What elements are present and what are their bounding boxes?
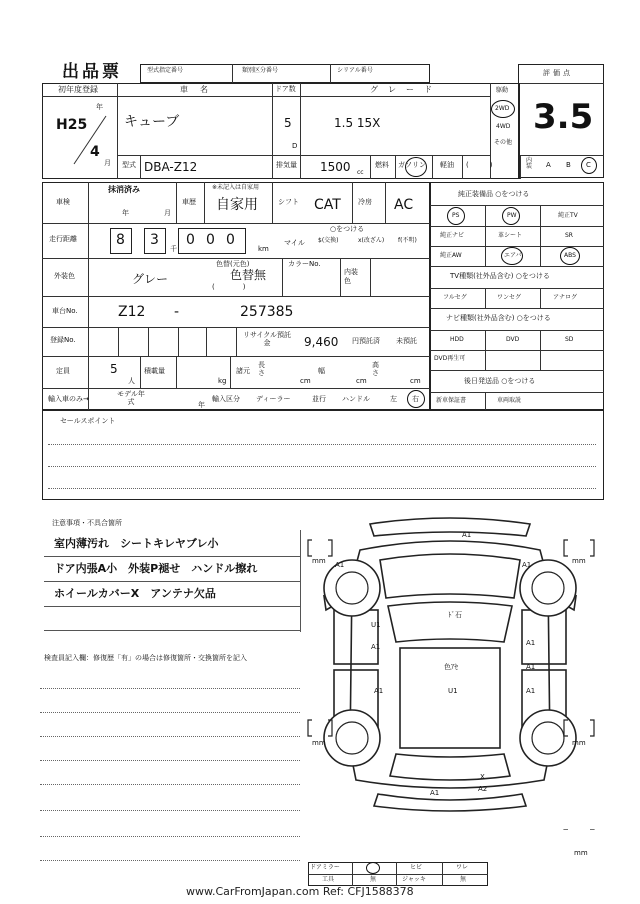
month-unit: 月 [104, 159, 111, 167]
damage-color-fade: 色ｱｾ [444, 663, 458, 671]
tools-label: 工具 [322, 876, 335, 883]
equip-ps-circle [447, 207, 465, 225]
height-label: 高さ [372, 361, 379, 377]
note-line-1: 室内薄汚れ シートキレヤブレ小 [54, 537, 219, 550]
km-unit: km [258, 245, 269, 253]
jack-label: ジャッキ [402, 876, 426, 883]
sales-point-box [42, 410, 604, 500]
damage-u1-left: U1 [371, 621, 381, 629]
header-number-boxes [140, 64, 430, 83]
mileage-digit: 3 [150, 232, 159, 248]
inspector-line [40, 688, 300, 689]
equip-leather: 革シート [498, 232, 523, 239]
mm-label: mm [312, 739, 326, 747]
notes-title: 注意事項・不具合箇所 [52, 519, 122, 527]
damage-a1-right-quarter: A1 [526, 687, 536, 695]
repaint-label: 色替(元色) [216, 260, 250, 268]
fuel-gas: ガソリン [398, 161, 426, 169]
inspector-line [40, 810, 300, 811]
load-label: 積載量 [144, 367, 165, 375]
handle-label: ハンドル [342, 395, 370, 403]
navi-sd: SD [565, 336, 574, 343]
sales-point-label: セールスポイント [60, 417, 116, 425]
dims-label: 諸元 [236, 367, 250, 375]
equip-aw: 純正AW [440, 252, 462, 259]
tv-fullseg: フルセグ [443, 294, 467, 301]
equip-pw-circle [502, 207, 520, 225]
color-value: グレー [132, 272, 169, 286]
cc-label: 排気量 [276, 161, 297, 169]
inspector-line [40, 736, 300, 737]
note-line-3: ホイールカバーX アンテナ欠品 [54, 587, 216, 600]
sales-point-line [48, 466, 596, 467]
int-c: C [586, 161, 591, 169]
model-year-label: モデル年式 [117, 390, 145, 407]
reg-label: 初年度登録 [58, 85, 98, 94]
equip-tv: 純正TV [558, 212, 578, 219]
inspector-line [40, 712, 300, 713]
color-label: 外装色 [54, 272, 75, 280]
thousand-unit: 千 [170, 245, 177, 253]
dvd-play: DVD再生可 [434, 355, 466, 362]
unknown-label: f(不明) [398, 237, 417, 244]
after-manual: 車両取説 [497, 397, 522, 404]
after-title: 後日発送品 ○をつける [464, 377, 536, 385]
damage-a1-left-rear: A1 [374, 687, 384, 695]
mm-label: mm [572, 739, 586, 747]
damage-a1-left: A1 [371, 643, 381, 651]
cc-value: 1500 [320, 160, 351, 174]
drive-2wd: 2WD [495, 105, 510, 112]
ac-value: AC [394, 197, 414, 213]
inspector-note: 検査員記入欄：修復歴「有」の場合は修復箇所・交換箇所を記入 [44, 654, 247, 662]
doors-value: 5 [284, 116, 292, 130]
tamper-label: x(改ざん) [358, 237, 385, 244]
inspector-line [40, 784, 300, 785]
sales-point-line [48, 488, 596, 489]
equip-abs-circle [560, 247, 580, 265]
carname-label: 車名 [180, 85, 220, 94]
mile-label: マイル [284, 239, 305, 247]
damage-a1-rear-bumper: A1 [430, 789, 440, 797]
int-color-label: 内装色 [344, 268, 358, 286]
cm-unit: cm [300, 377, 311, 385]
equip-navi: 純正ナビ [440, 232, 465, 239]
insp-month-unit: 月 [164, 209, 171, 217]
damage-a2: A2 [478, 785, 488, 793]
year-unit: 年 [96, 103, 103, 111]
inspector-line [40, 860, 300, 861]
after-warranty: 新車保証書 [436, 397, 467, 404]
history-value: 自家用 [216, 197, 258, 213]
mileage-digit: 0 [186, 232, 195, 248]
int-b: B [566, 161, 571, 169]
capacity-value: 5 [110, 362, 118, 376]
fuel-gas-circle [405, 157, 427, 177]
equip-airbag-circle [501, 247, 523, 265]
repaint-paren: ( ) [212, 283, 246, 291]
chassis-prefix: Z12 [118, 304, 146, 320]
drive-other: その他 [494, 139, 513, 146]
ac-label: 冷房 [358, 198, 372, 206]
drive-4wd: 4WD [496, 123, 511, 130]
shift-label: シフト [278, 198, 299, 206]
doors-suffix: D [292, 142, 298, 150]
doors-label: ドア数 [275, 85, 296, 93]
year-unit-import: 年 [198, 401, 205, 409]
mirror-label: ドアミラー [310, 864, 340, 871]
eval-score: 3.5 [533, 97, 594, 137]
cm-unit: cm [356, 377, 367, 385]
mileage-label: 走行距離 [49, 235, 77, 243]
mileage-digit: 0 [226, 232, 235, 248]
swap-label: $(交換) [318, 237, 339, 244]
damage-x: X [480, 773, 485, 781]
right-label: 右 [412, 395, 419, 403]
width-label: 幅 [318, 367, 325, 375]
maru-note: ○をつける [330, 225, 365, 233]
chassis-label: 車台No. [52, 307, 78, 315]
footer-ref: www.CarFromJapan.com Ref: CFJ1588378 [186, 885, 414, 898]
navi-title: ナビ種類(社外品含む) ○をつける [446, 314, 551, 322]
mileage-digit: 0 [206, 232, 215, 248]
mm-label: mm [572, 557, 586, 565]
cc-unit: cc [357, 169, 364, 176]
inspector-line [40, 760, 300, 761]
recycle-value: 9,460 [304, 335, 339, 349]
damage-a1-front-right: A1 [522, 561, 532, 569]
tv-title: TV種類(社外品含む) ○をつける [450, 272, 550, 280]
person-unit: 人 [128, 377, 135, 385]
page-title: 出品票 [62, 62, 122, 82]
shift-value: CAT [314, 197, 341, 213]
repaint-value: 色替無 [230, 268, 267, 282]
model-value: DBA-Z12 [144, 160, 198, 174]
tv-analog: アナログ [553, 294, 578, 301]
insp-year-unit: 年 [122, 209, 129, 217]
mm-label: mm [312, 557, 326, 565]
chassis-number: 257385 [240, 304, 294, 320]
mileage-digit: 8 [116, 232, 125, 248]
tools-none: 無 [370, 876, 377, 883]
sales-point-line [48, 444, 596, 445]
drive-label: 駆動 [496, 87, 509, 94]
capacity-label: 定員 [56, 367, 70, 375]
damage-a1-right-rear: A1 [526, 663, 536, 671]
history-label: 車歴 [182, 198, 196, 206]
right-circle [407, 390, 425, 408]
recycle-unpaid: 未預託 [396, 337, 417, 345]
grade-label: グレード [370, 85, 442, 94]
navi-hdd: HDD [450, 336, 464, 343]
inspection-label: 車検 [56, 198, 70, 206]
parallel-label: 並行 [312, 395, 326, 403]
fuel-paren: ( ) [466, 161, 493, 169]
crack-label: ヒビ [410, 864, 423, 871]
equip-sr: SR [565, 232, 573, 239]
eval-label: 評価点 [543, 69, 573, 77]
carname-value: キューブ [124, 114, 180, 130]
reg-year: H25 [56, 117, 88, 133]
jack-none: 無 [460, 876, 467, 883]
model-label: 型式 [122, 161, 136, 169]
reg-month: 4 [90, 144, 100, 160]
equip-abs: ABS [564, 252, 576, 259]
import-category-label: 輸入区分 [212, 395, 240, 403]
recycle-paid: 円預託済 [352, 337, 380, 345]
chassis-dash: - [174, 304, 180, 320]
damage-u1-roof: U1 [448, 687, 458, 695]
mm-label: mm [574, 849, 588, 857]
navi-dvd: DVD [506, 336, 520, 343]
equipment-title: 純正装備品 ○をつける [458, 190, 530, 198]
inspector-line [40, 836, 300, 837]
fuel-label: 燃料 [375, 161, 389, 169]
kg-unit: kg [218, 377, 227, 385]
category-label: 類別区分番号 [242, 67, 279, 74]
import-label: 輸入車のみ→ [48, 395, 89, 403]
recycle-label: リサイクル預託金 [242, 331, 292, 348]
tv-oneseg: ワンセグ [497, 294, 522, 301]
inspection-value: 抹消済み [108, 185, 140, 194]
damage-a1-right-front: A1 [526, 639, 536, 647]
fuel-diesel: 軽油 [440, 161, 454, 169]
note-line-2: ドア内張A小 外装P褪せ ハンドル擦れ [54, 562, 258, 575]
int-a: A [546, 161, 551, 169]
equip-ps: PS [452, 212, 460, 219]
damage-a1-front-left: A1 [335, 561, 345, 569]
damage-stone: ﾄﾞ石 [448, 611, 462, 619]
int-c-circle [581, 157, 597, 174]
dealer-label: ディーラー [256, 395, 291, 403]
serial-label: シリアル番号 [337, 67, 373, 74]
left-label: 左 [390, 395, 397, 403]
equip-pw: PW [507, 212, 517, 219]
colorno-label: カラーNo. [288, 260, 321, 268]
equip-airbag: エアバ [504, 252, 522, 259]
mirror-circle [366, 862, 380, 874]
history-note: ※未記入は自家用 [212, 184, 260, 191]
cm-unit: cm [410, 377, 421, 385]
damage-a1-front-bumper: A1 [462, 531, 472, 539]
type-cert-label: 型式指定番号 [147, 67, 184, 74]
length-label: 長さ [258, 361, 265, 377]
regno-label: 登録No. [50, 336, 76, 344]
warp-label: ワレ [456, 864, 469, 871]
grade-value: 1.5 15X [334, 116, 381, 130]
interior-label: 内装 [526, 157, 533, 170]
drive-2wd-circle [491, 100, 515, 118]
